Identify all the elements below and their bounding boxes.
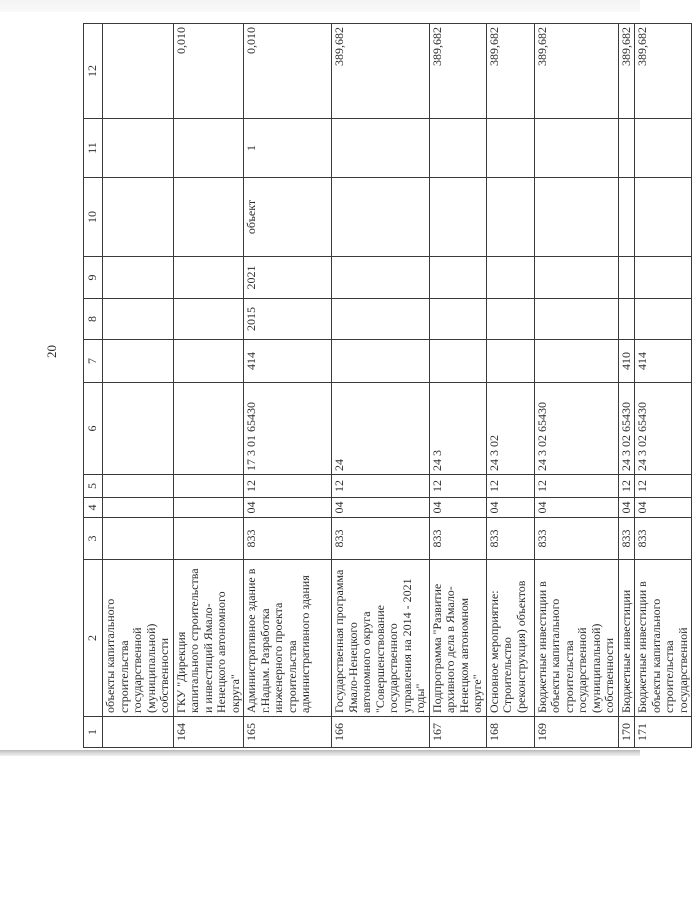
table-row — [534, 24, 618, 748]
table-cell: 833 — [635, 518, 692, 560]
table-cell: 24 3 — [429, 383, 486, 475]
column-header: 7 — [84, 340, 103, 383]
column-header: 12 — [84, 24, 103, 119]
table-cell: 12 — [486, 475, 534, 498]
table-cell — [332, 257, 430, 299]
table-cell — [103, 475, 174, 498]
table-cell — [534, 340, 618, 383]
table-row — [429, 24, 486, 748]
row-number-cell: 168 — [486, 717, 534, 748]
table-cell — [103, 340, 174, 383]
column-header: 11 — [84, 119, 103, 178]
table-cell — [173, 498, 244, 518]
table-cell — [332, 340, 430, 383]
column-header: 1 — [84, 717, 103, 748]
table-cell — [103, 299, 174, 340]
table-cell — [173, 518, 244, 560]
column-header: 8 — [84, 299, 103, 340]
row-name-cell: Бюджетные инвестиции в объекты капитального строительства государственной (муниципальной) собственности — [534, 560, 618, 717]
table-cell: 414 — [635, 340, 692, 383]
table-cell: 04 — [635, 498, 692, 518]
table-cell: 12 — [534, 475, 618, 498]
table-cell — [486, 340, 534, 383]
table-cell — [486, 178, 534, 257]
table-cell: 833 — [332, 518, 430, 560]
table-cell: 833 — [244, 518, 332, 560]
table-cell: 389,682 — [618, 24, 635, 119]
column-header: 9 — [84, 257, 103, 299]
page-number: 20 — [44, 345, 59, 358]
table-cell: 12 — [244, 475, 332, 498]
table-cell: 833 — [429, 518, 486, 560]
table-cell: 04 — [429, 498, 486, 518]
table-cell: объект — [244, 178, 332, 257]
table-cell: 2021 — [244, 257, 332, 299]
table-cell: 04 — [534, 498, 618, 518]
table-row — [618, 24, 635, 748]
table-cell: 12 — [429, 475, 486, 498]
table-cell — [173, 299, 244, 340]
table-cell: 410 — [618, 340, 635, 383]
table-row — [486, 24, 534, 748]
table-row — [244, 24, 332, 748]
table-cell — [173, 340, 244, 383]
table-cell: 1 — [244, 119, 332, 178]
table-cell — [429, 299, 486, 340]
row-name-cell: объекты капитального строительства государственной (муниципальной) собственности — [103, 560, 174, 717]
row-name-cell: Основное мероприятие: Строительство (реконструкция) объектов — [486, 560, 534, 717]
table-cell — [429, 119, 486, 178]
table-row — [173, 24, 244, 748]
table-cell — [618, 178, 635, 257]
column-header: 3 — [84, 518, 103, 560]
table-cell: 24 3 02 65430 — [635, 383, 692, 475]
table-cell: 389,682 — [635, 24, 692, 119]
rotated-table-wrapper — [83, 24, 690, 748]
table-cell — [534, 257, 618, 299]
table-cell — [635, 119, 692, 178]
table-cell — [534, 119, 618, 178]
scan-top-edge — [0, 0, 640, 12]
row-number-cell: 165 — [244, 717, 332, 748]
column-header: 4 — [84, 498, 103, 518]
row-name-cell: Административное здание в г.Надым. Разработка инженерного проекта строительства административного здания — [244, 560, 332, 717]
table-row — [103, 24, 174, 748]
row-name-cell: Государственная программа Ямало-Ненецкого автономного округа "Совершенствование государственного управления на 2014 - 2021 годы" — [332, 560, 430, 717]
column-header: 6 — [84, 383, 103, 475]
table-cell — [103, 178, 174, 257]
row-number-cell: 164 — [173, 717, 244, 748]
table-cell: 0,010 — [244, 24, 332, 119]
table-cell: 04 — [244, 498, 332, 518]
table-cell — [103, 518, 174, 560]
table-cell — [103, 383, 174, 475]
table-cell: 24 3 02 65430 — [618, 383, 635, 475]
table-cell: 833 — [534, 518, 618, 560]
table-cell — [635, 178, 692, 257]
blank-margin — [0, 756, 640, 905]
budget-table — [83, 23, 692, 748]
row-number-cell: 166 — [332, 717, 430, 748]
table-cell — [173, 257, 244, 299]
table-cell — [103, 498, 174, 518]
table-cell — [429, 257, 486, 299]
column-header: 10 — [84, 178, 103, 257]
table-cell — [534, 299, 618, 340]
table-cell — [534, 178, 618, 257]
table-cell — [486, 299, 534, 340]
table-cell: 04 — [618, 498, 635, 518]
table-row — [635, 24, 692, 748]
table-cell: 04 — [486, 498, 534, 518]
column-header: 5 — [84, 475, 103, 498]
table-cell: 17 3 01 65430 — [244, 383, 332, 475]
table-cell: 389,682 — [486, 24, 534, 119]
table-cell — [332, 119, 430, 178]
table-cell — [635, 299, 692, 340]
table-cell: 04 — [332, 498, 430, 518]
table-cell — [429, 340, 486, 383]
table-row — [332, 24, 430, 748]
row-name-cell: Бюджетные инвестиции — [618, 560, 635, 717]
header-row — [84, 24, 103, 748]
row-number-cell — [103, 717, 174, 748]
table-cell: 389,682 — [534, 24, 618, 119]
table-cell — [635, 257, 692, 299]
table-cell: 2015 — [244, 299, 332, 340]
table-cell — [103, 119, 174, 178]
row-number-cell: 169 — [534, 717, 618, 748]
row-number-cell: 167 — [429, 717, 486, 748]
table-cell — [618, 299, 635, 340]
table-cell: 0,010 — [173, 24, 244, 119]
table-cell — [173, 383, 244, 475]
table-cell — [618, 257, 635, 299]
table-cell — [332, 299, 430, 340]
row-number-cell: 170 — [618, 717, 635, 748]
table-cell: 12 — [618, 475, 635, 498]
table-cell: 24 3 02 — [486, 383, 534, 475]
table-cell: 833 — [486, 518, 534, 560]
table-cell — [332, 178, 430, 257]
table-cell — [173, 119, 244, 178]
table-cell: 12 — [332, 475, 430, 498]
table-cell: 12 — [635, 475, 692, 498]
table-cell — [486, 257, 534, 299]
row-name-cell: Бюджетные инвестиции в объекты капитального строительства государственной — [635, 560, 692, 717]
table-cell: 389,682 — [332, 24, 430, 119]
table-cell — [103, 24, 174, 119]
table-cell: 24 3 02 65430 — [534, 383, 618, 475]
column-header: 2 — [84, 560, 103, 717]
table-cell: 833 — [618, 518, 635, 560]
table-cell — [486, 119, 534, 178]
table-cell — [429, 178, 486, 257]
row-name-cell: Подпрограмма "Развитие архивного дела в Ямало-Ненецком автономном округе" — [429, 560, 486, 717]
table-cell: 414 — [244, 340, 332, 383]
table-cell: 24 — [332, 383, 430, 475]
row-number-cell: 171 — [635, 717, 692, 748]
table-cell — [103, 257, 174, 299]
table-cell — [173, 178, 244, 257]
table-cell: 389,682 — [429, 24, 486, 119]
table-cell — [173, 475, 244, 498]
row-name-cell: ГКУ "Дирекция капитального строительства и инвестиций Ямало-Ненецкого автономного округа" — [173, 560, 244, 717]
table-cell — [618, 119, 635, 178]
